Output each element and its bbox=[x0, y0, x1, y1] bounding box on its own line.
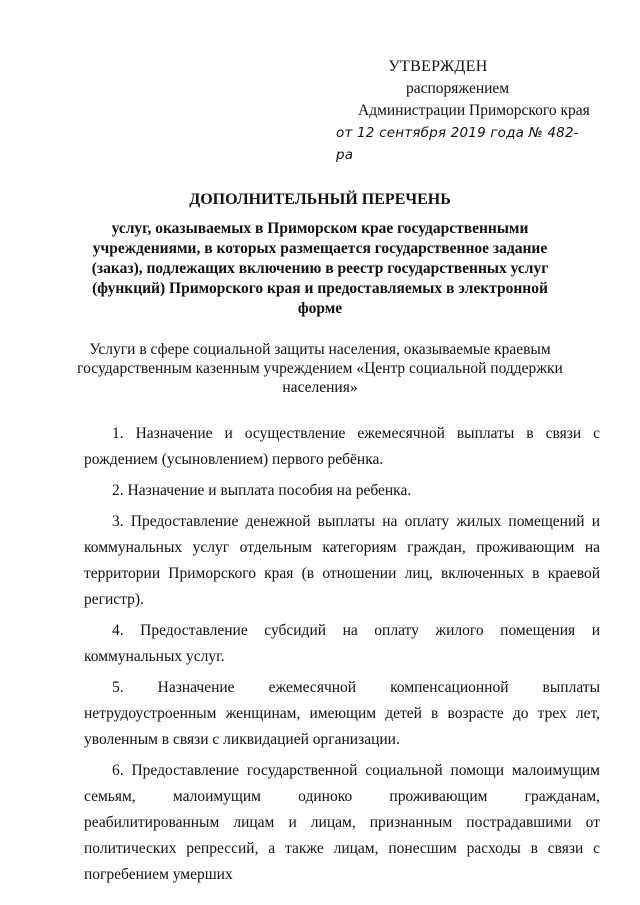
list-item: 6. Предоставление государственной социальной помощи малоимущим семьям, малоимущим одиноко проживающим гражданам, реабилитированным лицам и лицам, признанным пострадавшими от политических репрессий, а также лицам, понесшим расходы в связи с погребением умерших bbox=[84, 762, 600, 883]
list-item: 1. Назначение и осуществление ежемесячной выплаты в связи с рождением (усыновлением) первого ребёнка. bbox=[84, 425, 600, 468]
section-heading: Услуги в сфере социальной защиты населения, оказываемые краевым государственным казенным учреждением «Центр социальной поддержки населения» bbox=[77, 341, 563, 396]
list-item: 5. Назначение ежемесячной компенсационной выплаты нетрудоустроенным женщинам, имеющим детей в возрасте до трех лет, уволенным в связи с ликвидацией организации. bbox=[84, 679, 600, 748]
approval-line-authority: Администрации Приморского края bbox=[358, 102, 590, 119]
services-list bbox=[84, 421, 600, 893]
approval-line-date: от 12 сентября 2019 года № 482-ра bbox=[336, 125, 579, 163]
document-title: ДОПОЛНИТЕЛЬНЫЙ ПЕРЕЧЕНЬ bbox=[189, 191, 451, 208]
document-subtitle: услуг, оказываемых в Приморском крае государственными учреждениями, в которых размещается государственное задание (заказ), подлежащих включению в реестр государственных услуг (функций) Приморского края и предоставляемых в электронной форме bbox=[91, 220, 549, 317]
approval-title: УТВЕРЖДЕН bbox=[388, 58, 488, 75]
list-item: 2. Назначение и выплата пособия на ребенка. bbox=[112, 482, 412, 499]
list-item: 3. Предоставление денежной выплаты на оплату жилых помещений и коммунальных услуг отдельным категориям граждан, проживающим на территории Приморского края (в отношении лиц, включенных в краевой регистр). bbox=[84, 513, 600, 608]
list-item: 4. Предоставление субсидий на оплату жилого помещения и коммунальных услуг. bbox=[84, 622, 600, 665]
approval-block bbox=[320, 56, 590, 166]
approval-line-order: распоряжением bbox=[406, 80, 510, 97]
